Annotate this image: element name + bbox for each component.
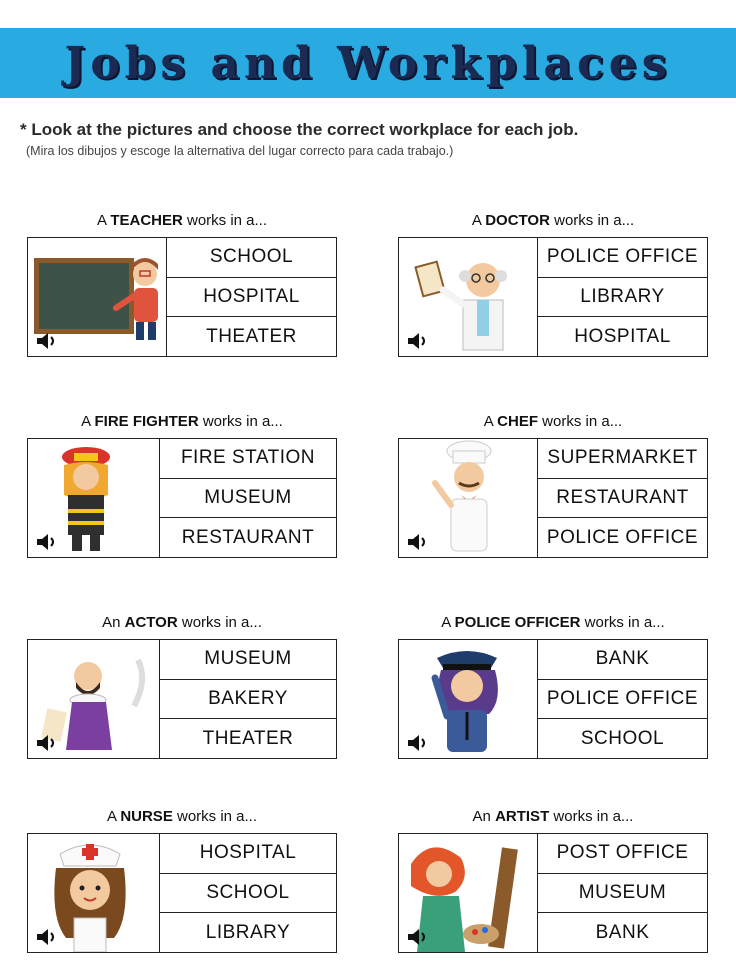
artist-icon — [399, 834, 538, 952]
answer-option[interactable]: SUPERMARKET — [538, 439, 707, 479]
speaker-icon[interactable] — [407, 533, 429, 551]
instructions-spanish: (Mira los dibujos y escoge la alternativa del lugar correcto para cada trabajo.) — [26, 144, 454, 158]
speaker-icon[interactable] — [36, 734, 58, 752]
speaker-icon[interactable] — [407, 332, 429, 350]
question-card-fire-fighter — [27, 412, 337, 558]
answer-option[interactable]: MUSEUM — [538, 874, 707, 914]
answer-option[interactable]: THEATER — [206, 325, 297, 347]
answer-option[interactable]: SCHOOL — [167, 238, 336, 278]
answer-option[interactable]: LIBRARY — [538, 278, 707, 318]
speaker-icon[interactable] — [407, 928, 429, 946]
answer-option[interactable]: POLICE OFFICE — [538, 238, 707, 278]
question-caption: An ARTIST works in a... — [472, 808, 634, 825]
answer-option[interactable]: MUSEUM — [160, 479, 336, 519]
teacher-icon — [28, 238, 167, 356]
question-caption: A DOCTOR works in a... — [471, 212, 635, 229]
question-caption: A TEACHER works in a... — [96, 212, 268, 229]
question-caption: A NURSE works in a... — [106, 808, 258, 825]
question-caption: A POLICE OFFICER works in a... — [441, 614, 665, 631]
answer-option[interactable]: POST OFFICE — [538, 834, 707, 874]
chef-icon — [399, 439, 538, 557]
speaker-icon[interactable] — [407, 734, 429, 752]
answer-option[interactable]: LIBRARY — [205, 921, 291, 943]
answer-option[interactable]: FIRE STATION — [160, 439, 336, 479]
answer-option[interactable]: THEATER — [202, 727, 294, 749]
nurse-icon — [28, 834, 160, 952]
question-card-nurse — [27, 807, 337, 953]
question-caption: A FIRE FIGHTER works in a... — [81, 413, 283, 430]
actor-icon — [28, 640, 160, 758]
doctor-icon — [399, 238, 538, 356]
question-card-doctor — [398, 211, 708, 357]
police-officer-icon — [399, 640, 538, 758]
answer-option[interactable]: POLICE OFFICE — [538, 680, 707, 720]
speaker-icon[interactable] — [36, 332, 58, 350]
answer-option[interactable]: RESTAURANT — [538, 479, 707, 519]
speaker-icon[interactable] — [36, 928, 58, 946]
answer-option[interactable]: HOSPITAL — [167, 278, 336, 318]
answer-option[interactable]: SCHOOL — [580, 727, 665, 749]
page-title: Jobs and Workplaces — [64, 38, 672, 89]
question-card-police-officer — [398, 613, 708, 759]
answer-option[interactable]: POLICE OFFICE — [546, 526, 699, 548]
answer-option[interactable]: SCHOOL — [160, 874, 336, 914]
answer-option[interactable]: BANK — [595, 921, 650, 943]
answer-option[interactable]: BANK — [538, 640, 707, 680]
speaker-icon[interactable] — [36, 533, 58, 551]
question-card-teacher — [27, 211, 337, 357]
firefighter-icon — [28, 439, 160, 557]
question-card-artist — [398, 807, 708, 953]
question-caption: A CHEF works in a... — [483, 413, 623, 430]
question-card-actor — [27, 613, 337, 759]
instructions: * Look at the pictures and choose the correct workplace for each job. — [20, 120, 579, 139]
answer-option[interactable]: MUSEUM — [160, 640, 336, 680]
answer-option[interactable]: HOSPITAL — [574, 325, 671, 347]
answer-option[interactable]: BAKERY — [160, 680, 336, 720]
question-caption: An ACTOR works in a... — [102, 614, 262, 631]
question-card-chef — [398, 412, 708, 558]
answer-option[interactable]: RESTAURANT — [181, 526, 315, 548]
answer-option[interactable]: HOSPITAL — [160, 834, 336, 874]
title-banner — [0, 28, 736, 98]
